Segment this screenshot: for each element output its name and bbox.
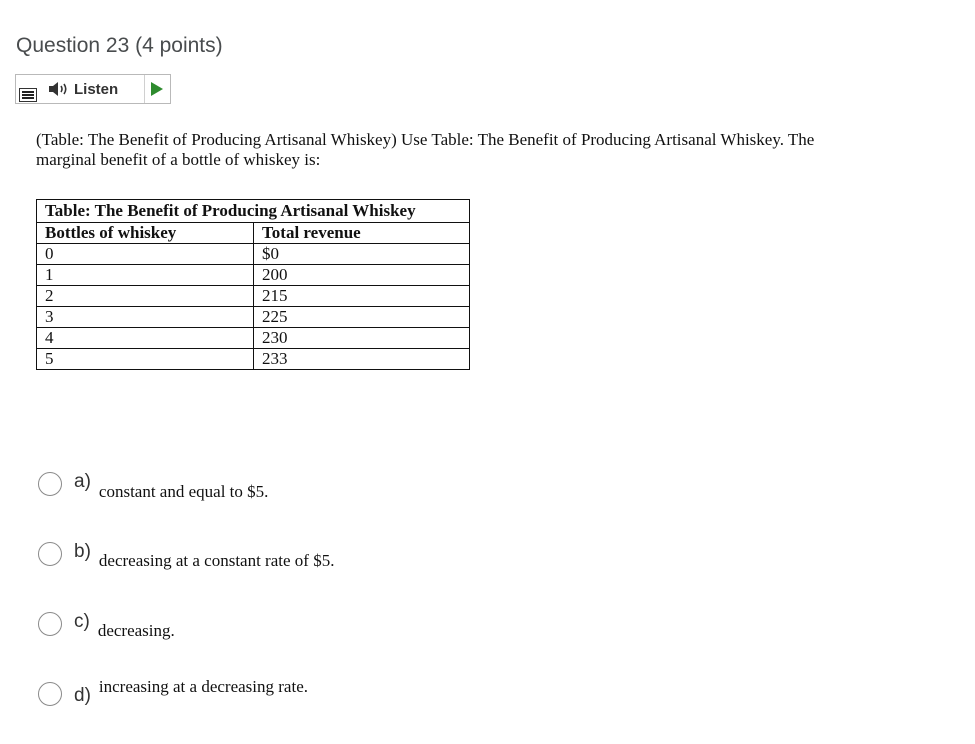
table-row: [37, 244, 470, 265]
speaker-icon: [48, 81, 70, 97]
column-header-revenue: Total revenue: [254, 223, 470, 244]
option-a-letter: a): [74, 471, 91, 492]
table-cell: 0: [37, 244, 254, 265]
table-cell: 215: [254, 286, 470, 307]
table-cell: 200: [254, 265, 470, 286]
question-stem: (Table: The Benefit of Producing Artisanal Whiskey) Use Table: The Benefit of Producing Artisanal Whiskey. The marginal benefit of a bottle of whiskey is:: [36, 130, 815, 169]
benefit-table: [36, 199, 470, 370]
table-cell: 1: [37, 265, 254, 286]
table-cell: 4: [37, 328, 254, 349]
option-d-letter: d): [74, 685, 91, 706]
listen-button[interactable]: [44, 75, 145, 103]
table-row: [37, 328, 470, 349]
table-cell: 5: [37, 349, 254, 370]
option-b-text: decreasing at a constant rate of $5.: [98, 551, 335, 570]
table-row: [37, 307, 470, 328]
listen-label: Listen: [74, 80, 119, 98]
option-c[interactable]: [38, 610, 175, 641]
table-caption-row: [37, 200, 470, 223]
table-cell: 230: [254, 328, 470, 349]
play-icon: [150, 81, 164, 97]
table-caption: Table: The Benefit of Producing Artisanal Whiskey: [37, 200, 470, 223]
table-cell: $0: [254, 244, 470, 265]
table-row: [37, 265, 470, 286]
menu-icon[interactable]: [19, 88, 37, 102]
option-a-text: constant and equal to $5.: [98, 482, 269, 501]
table-row: [37, 349, 470, 370]
table-cell: 2: [37, 286, 254, 307]
table-cell: 233: [254, 349, 470, 370]
option-d[interactable]: [38, 677, 308, 707]
option-b[interactable]: [38, 540, 334, 571]
option-a-radio[interactable]: [38, 472, 62, 496]
read-aloud-toolbar: [15, 74, 171, 104]
table-row: [37, 286, 470, 307]
column-header-bottles: Bottles of whiskey: [37, 223, 254, 244]
option-c-radio[interactable]: [38, 612, 62, 636]
table-cell: 225: [254, 307, 470, 328]
option-c-letter: c): [74, 611, 90, 632]
table-header-row: [37, 223, 470, 244]
table-cell: 3: [37, 307, 254, 328]
question-points: (4 points): [135, 34, 223, 57]
play-button[interactable]: [144, 75, 170, 103]
option-d-text: increasing at a decreasing rate.: [98, 677, 308, 696]
option-c-text: decreasing.: [97, 621, 175, 640]
option-b-letter: b): [74, 541, 91, 562]
option-a[interactable]: [38, 470, 268, 502]
option-b-radio[interactable]: [38, 542, 62, 566]
question-title: [16, 34, 223, 58]
question-number: Question 23: [16, 34, 130, 57]
option-d-radio[interactable]: [38, 682, 62, 706]
